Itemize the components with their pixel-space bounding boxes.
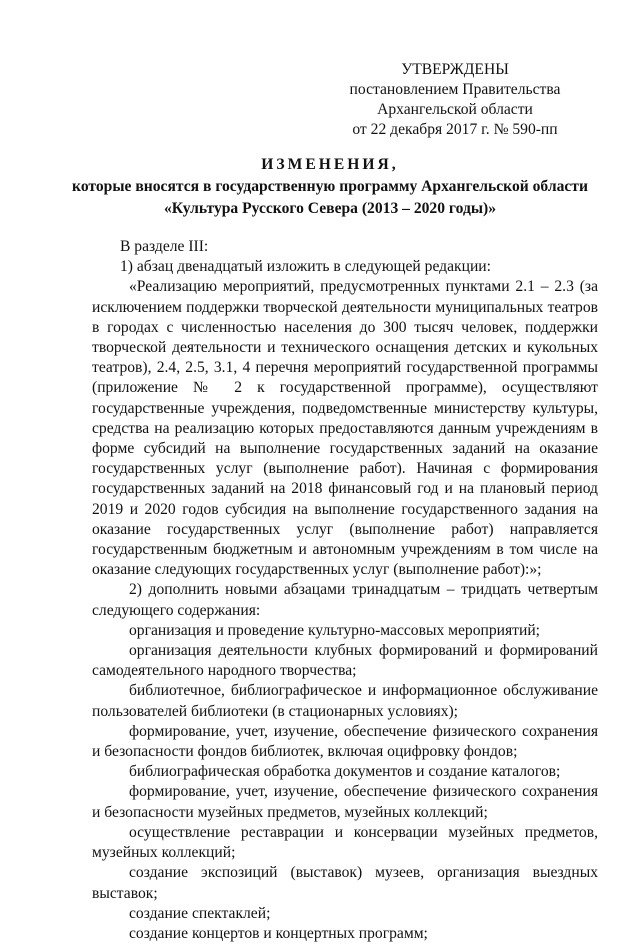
document-title [60,155,600,221]
list-item: осуществление реставрации и консервации музейных предметов, музейных коллекций; [92,823,598,862]
title-heading: ИЗМЕНЕНИЯ, [261,156,399,173]
section-intro: В разделе III: [120,238,209,255]
title-subtitle-line: «Культура Русского Севера (2013 – 2020 годы)» [163,200,497,217]
list-item: создание концертов и концертных программ; [129,924,428,942]
list-item: 2) дополнить новыми абзацами тринадцатым – тридцать четвертым следующего содержания: [92,581,598,619]
title-subtitle-line: которые вносятся в государственную программу Архангельской области [72,178,588,195]
list-item: библиографическая обработка документов и создание каталогов; [129,763,561,781]
list-item: формирование, учет, изучение, обеспечение физического сохранения и безопасности музейных предметов, музейных коллекций; [92,783,598,821]
approval-stamp [340,60,570,140]
quoted-paragraph: «Реализацию мероприятий, предусмотренных пунктами 2.1 – 2.3 (за исключением поддержки творческой деятельности муниципальных театров в городах с численностью населения до 300 тысяч человек, поддержки творческой деятельности и технического оснащения детских и кукольных театров), 2.4, 2.5, 3.1, 4 перечня мероприятий государственной программы (приложение № 2 к государственной программе), осуществляют государственные учреждения, подведомственные министерству культуры, средства на реализацию которых предоставляются данным учреждениям в форме субсидий на выполнение государственных заданий на оказание государственных услуг (выполнение работ). Начиная с формирования государственных заданий на 2018 финансовый год и на плановый период 2019 и 2020 годов субсидия на выполнение государственного задания на оказание государственных услуг (выполнение работ) направляется государственным бюджетным и автономным учреждениям в том числе на оказание следующих государственных услуг (выполнение работ):»; [92,278,598,579]
list-item: 1) абзац двенадцатый изложить в следующей редакции: [120,258,491,276]
list-item: формирование, учет, изучение, обеспечение физического сохранения и безопасности фондов библиотек, включая оцифровку фондов; [92,722,598,761]
list-item: создание спектаклей; [129,904,271,922]
list-item: организация деятельности клубных формирований и формирований самодеятельного народного творчества; [92,642,598,680]
approval-date: от 22 декабря 2017 г. № 590-пп [352,121,558,138]
list-item: библиотечное, библиографическое и информационное обслуживание пользователей библиотеки (в стационарных условиях); [92,682,598,720]
list-item: создание экспозиций (выставок) музеев, организация выездных выставок; [92,864,598,902]
document-body [92,237,598,944]
approval-heading: УТВЕРЖДЕНЫ [401,61,509,78]
list-item: организация и проведение культурно-массовых мероприятий; [129,621,541,639]
approval-line: Архангельской области [377,101,533,118]
approval-line: постановлением Правительства [349,81,561,98]
